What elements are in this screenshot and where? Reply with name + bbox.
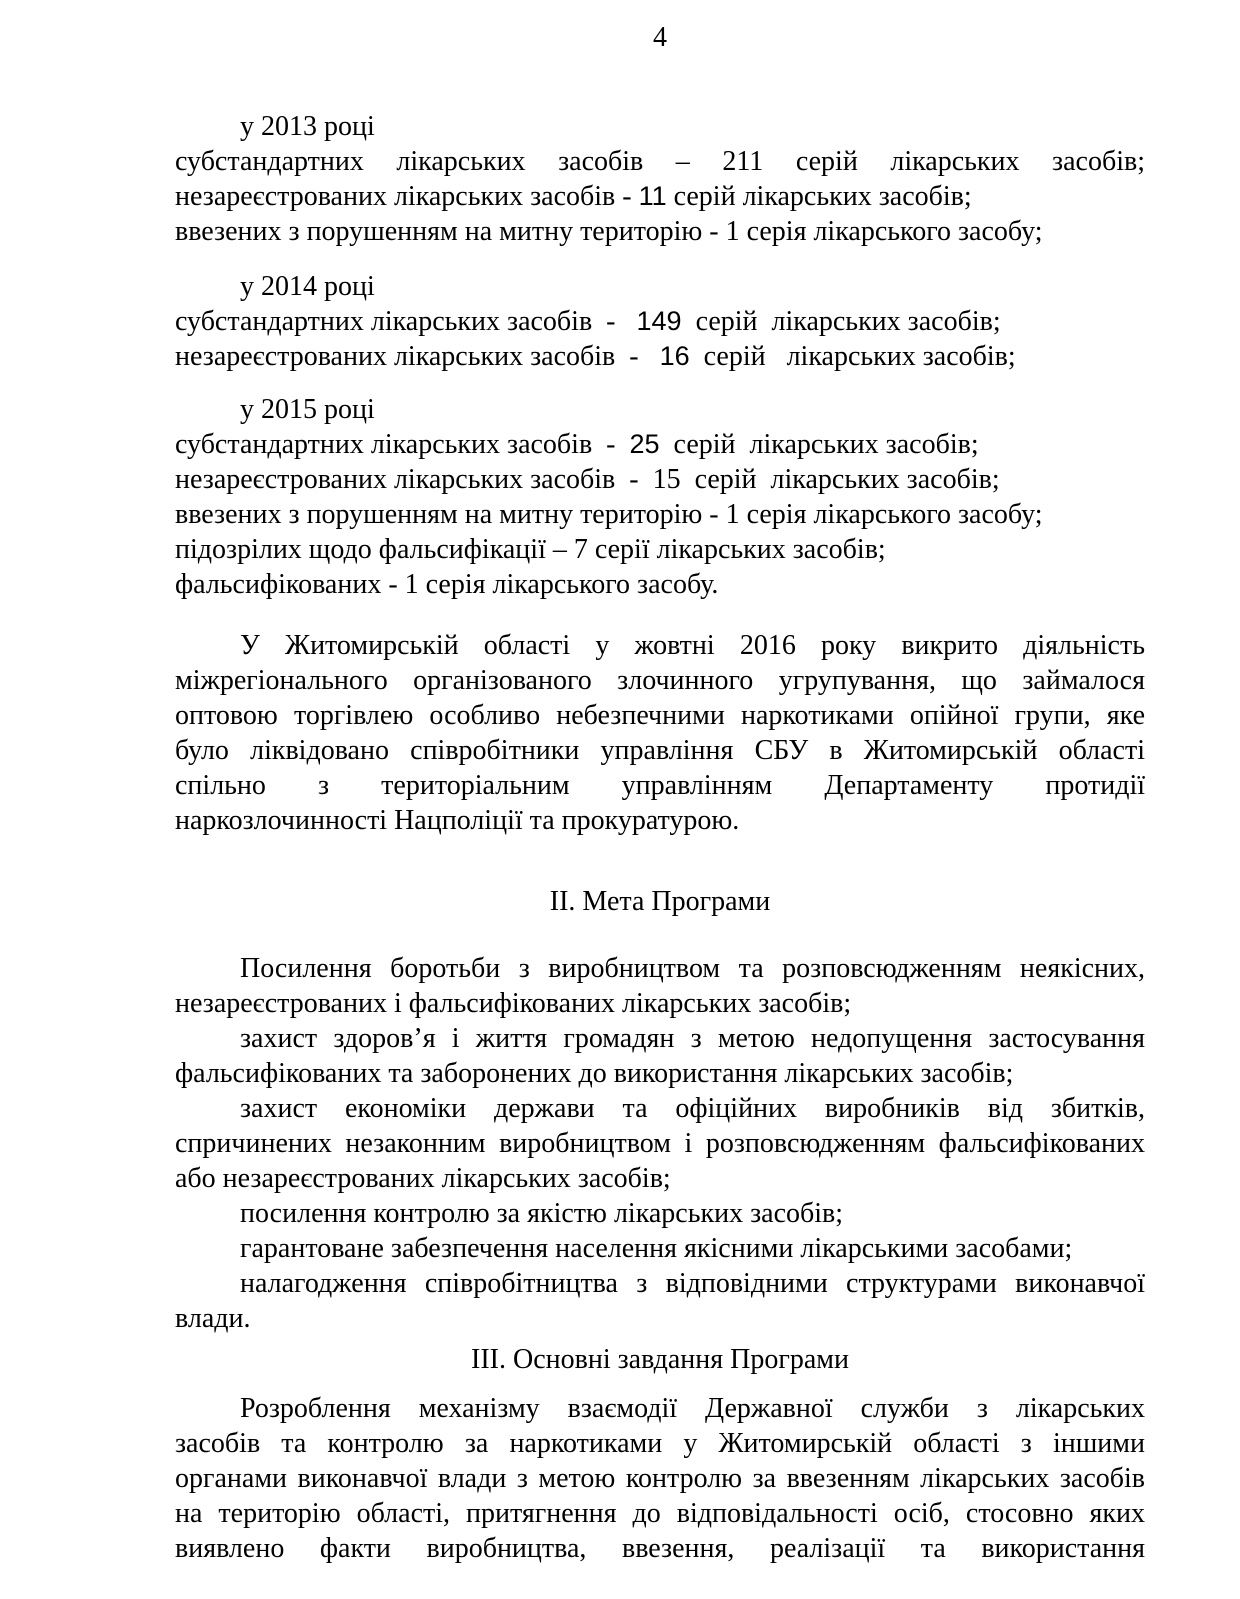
stats-2013-line-substandard: субстандартних лікарських засобів – 211 серій лікарських засобів; — [175, 146, 1145, 177]
text-run: субстандартних лікарських засобів - — [175, 429, 630, 460]
stats-2013-title: у 2013 році — [240, 111, 375, 142]
goal-line: спричинених незаконним виробництвом і розповсюдженням фальсифікованих — [175, 1128, 1145, 1159]
stat-number: 25 — [629, 429, 660, 459]
task-line: органами виконавчої влади з метою контролю за ввезенням лікарських засобів — [175, 1463, 1145, 1494]
incident-paragraph — [175, 628, 1145, 838]
stats-2015-title: у 2015 році — [240, 394, 375, 425]
goal-line: налагодження співробітництва з відповідними структурами виконавчої — [240, 1268, 1145, 1299]
task-line: Розроблення механізму взаємодії Державної служби з лікарських — [240, 1393, 1145, 1424]
task-line: виявлено факти виробництва, ввезення, реалізації та використання — [175, 1533, 1145, 1564]
incident-line: було ліквідовано співробітники управління СБУ в Житомирській області — [175, 735, 1145, 766]
goal-line: незареєстрованих і фальсифікованих лікарських засобів; — [175, 988, 852, 1019]
stats-2015-line-substandard — [175, 427, 1145, 462]
stats-2013-line-unregistered — [175, 179, 1145, 214]
incident-line: міжрегіонального організованого злочинного угрупування, що займалося — [175, 665, 1145, 696]
stats-2014-line-unregistered — [175, 339, 1145, 374]
stats-2013-line-customs: ввезених з порушенням на митну територію - 1 серія лікарського засобу; — [175, 216, 1043, 247]
goal-line: фальсифікованих та заборонених до використання лікарських засобів; — [175, 1058, 1014, 1089]
goal-line: захист економіки держави та офіційних виробників від збитків, — [240, 1093, 1145, 1124]
incident-line: оптовою торгівлею особливо небезпечними наркотиками опійної групи, яке — [175, 700, 1145, 731]
section-2-body — [175, 951, 1145, 1336]
stats-2015-line-falsified: фальсифікованих - 1 серія лікарського засобу. — [175, 569, 719, 600]
stats-2014-title: у 2014 році — [240, 271, 375, 302]
text-run: незареєстрованих лікарських засобів - — [175, 181, 639, 212]
stat-number: 149 — [636, 306, 682, 336]
goal-line: Посилення боротьби з виробництвом та розповсюдженням неякісних, — [240, 953, 1145, 984]
text-run: серій лікарських засобів; — [689, 341, 1016, 372]
task-line: засобів та контролю за наркотиками у Житомирській області з іншими — [175, 1428, 1145, 1459]
stats-2014-line-substandard — [175, 304, 1145, 339]
text-run: незареєстрованих лікарських засобів - — [175, 341, 660, 372]
incident-line: спільно з територіальним управлінням Департаменту протидії — [175, 770, 1145, 801]
section-3-body — [175, 1391, 1145, 1566]
stats-2015-line-unregistered: незареєстрованих лікарських засобів - 15 серій лікарських засобів; — [175, 464, 1000, 495]
stat-number: 16 — [659, 341, 690, 371]
section-3-heading: ІІІ. Основні завдання Програми — [471, 1344, 849, 1375]
goal-line: влади. — [175, 1303, 251, 1334]
goal-line: гарантоване забезпечення населення якісними лікарськими засобами; — [240, 1233, 1073, 1264]
stat-number: 11 — [638, 181, 667, 211]
stats-2015-block — [175, 392, 1145, 602]
text-run: серій лікарських засобів; — [681, 306, 1001, 337]
incident-line: У Житомирській області у жовтні 2016 року викрито діяльність — [240, 630, 1145, 661]
stats-2015-line-customs: ввезених з порушенням на митну територію - 1 серія лікарського засобу; — [175, 499, 1043, 530]
stats-2014-block — [175, 269, 1145, 374]
text-run: серій лікарських засобів; — [666, 181, 972, 212]
goal-line: або незареєстрованих лікарських засобів; — [175, 1163, 671, 1194]
task-line: на територію області, притягнення до відповідальності осіб, стосовно яких — [175, 1498, 1145, 1529]
goal-line: захист здоров’я і життя громадян з метою недопущення застосування — [240, 1023, 1145, 1054]
text-run: субстандартних лікарських засобів - — [175, 306, 637, 337]
goal-line: посилення контролю за якістю лікарських засобів; — [240, 1198, 844, 1229]
stats-2015-line-suspected: підозрілих щодо фальсифікації – 7 серії лікарських засобів; — [175, 534, 886, 565]
incident-line: наркозлочинності Нацполіції та прокуратурою. — [175, 805, 740, 836]
page-number: 4 — [653, 22, 667, 53]
text-run: серій лікарських засобів; — [659, 429, 979, 460]
section-2-heading: ІІ. Мета Програми — [549, 886, 771, 917]
stats-2013-block — [175, 109, 1145, 249]
